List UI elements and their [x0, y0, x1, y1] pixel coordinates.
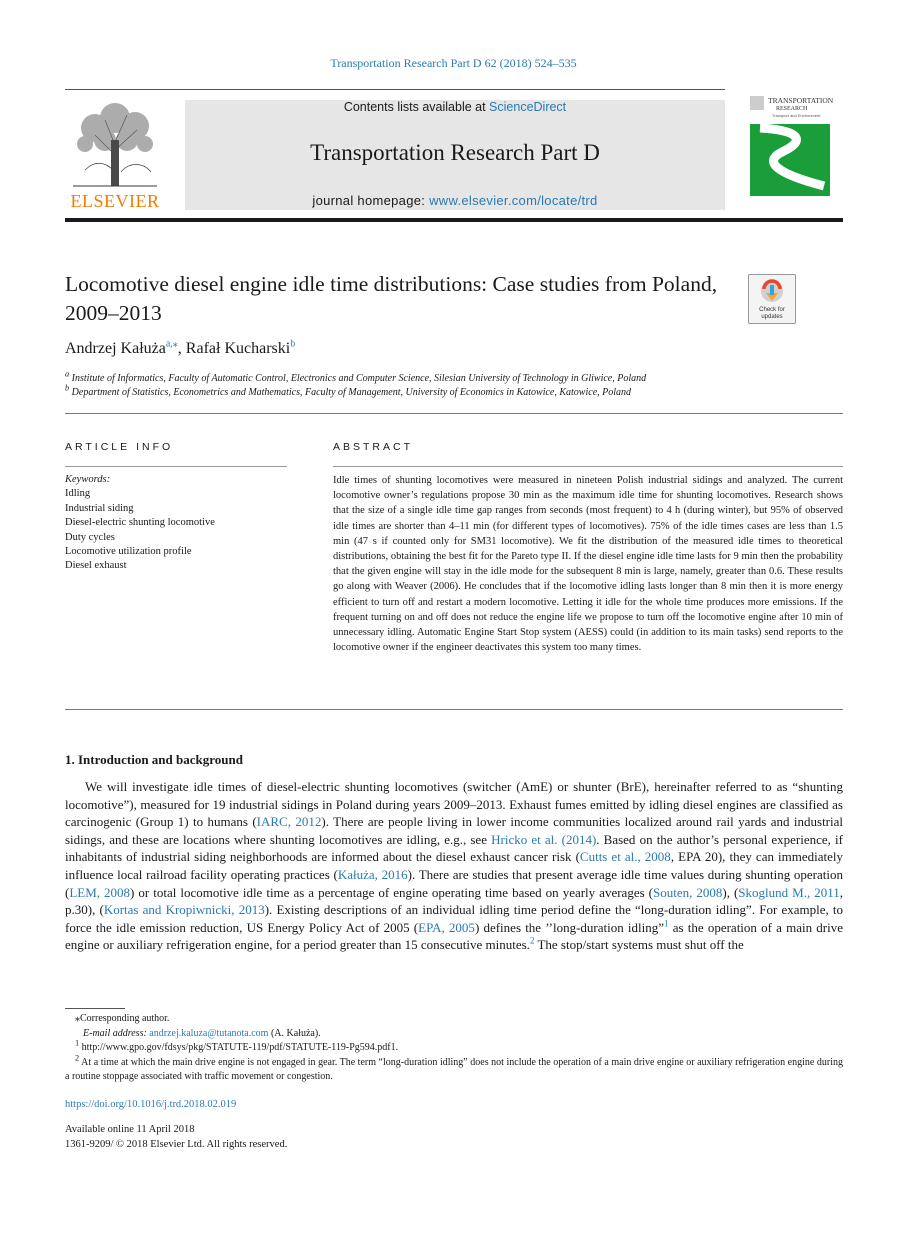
body-paragraph: [65, 778, 843, 954]
corresponding-author-note: [65, 1012, 843, 1027]
citation-link[interactable]: EPA, 2005: [418, 919, 475, 935]
elsevier-tree-icon: [65, 100, 165, 188]
text-run: ) or total locomotive idle time as a percentage of engine operating time based on yearly averages (: [130, 884, 653, 900]
citation-link[interactable]: Souten, 2008: [653, 884, 723, 900]
crossmark-label-line2: updates: [761, 314, 783, 320]
abstract-text: Idle times of shunting locomotives were measured in nineteen Polish industrial sidings and analyzed. The current locomotive owner’s regulations propose 30 min as the maximum idle time for shunting locomotives. Research shows that the size of a single idle time gap ranges from seconds (most frequent) to 4 h (during winter), but 95% of observed idle times are shorter than 4–11 min (for different types of locomotives). 75% of the idle times cases are less than 1.5 min (47 s if counted only for SM31 locomotive). We fit the distribution of the measured idle times to theoretical distributions, obtaining the best fit for the Pareto type II. If the diesel engine idle time lasts for 9 min then the probability that the given engine will stay in the idle mode for the subsequent 8 min is large, namely, greater than 0.6. These results go along with Weaver (2006). He concludes that if the locomotive idling lasts longer than 8 min then it is more energy efficient to turn off and restart a modern locomotive. Letting it idle for the whole time produces more emissions. If the frequent turning on and off does not reduce the engine life we propose to turn off the locomotive engine after 10 min of unnecessary idling. Automatic Engine Start Stop system (AESS) could (in addition to its main tasks) send reports to the locomotive owner if the engineer deactivates this system too many times.: [333, 475, 843, 654]
check-for-updates-badge[interactable]: [748, 274, 796, 324]
cover-title-line1: TRANSPORTATION: [768, 96, 834, 105]
footnote-mark: 1: [75, 1038, 80, 1048]
available-online-date: Available online 11 April 2018: [65, 1124, 195, 1135]
affiliation-a: [65, 369, 647, 384]
header-thick-rule: [65, 218, 843, 222]
text-run: ) defines the ’’long-duration idling”: [474, 919, 665, 935]
journal-homepage-line: [185, 193, 725, 208]
section-heading: 1. Introduction and background: [65, 752, 243, 767]
contents-prefix: Contents lists available at: [343, 100, 490, 114]
keyword-item: Diesel exhaust: [65, 560, 127, 572]
footnotes-block: [65, 1012, 843, 1085]
citation-link[interactable]: Kortas and Kropiwnicki, 2013: [103, 902, 265, 918]
footnote-1: [65, 1038, 843, 1056]
footnote-mark[interactable]: 1: [664, 918, 669, 929]
affiliation-text: Department of Statistics, Econometrics and Mathematics, Faculty of Management, University of Economics in Katowice, Katowice, Poland: [71, 387, 632, 398]
keyword-item: Diesel-electric shunting locomotive: [65, 517, 215, 529]
crossmark-label-line1: Check for: [759, 307, 785, 313]
sciencedirect-link[interactable]: ScienceDirect: [489, 100, 567, 114]
keyword-item: Industrial siding: [65, 502, 134, 514]
email-note: [65, 1027, 843, 1042]
copyright-line: 1361-9209/ © 2018 Elsevier Ltd. All rights reserved.: [65, 1138, 288, 1150]
affiliation-mark: a: [65, 369, 70, 379]
citation-link[interactable]: Kałuża, 2016: [337, 866, 408, 882]
footnote-text: Corresponding author.: [80, 1013, 170, 1024]
citation-link[interactable]: LEM, 2008: [69, 884, 131, 900]
author-separator: ,: [177, 340, 186, 357]
text-run: , p.30), (: [65, 884, 843, 918]
email-owner: (A. Kałuża).: [268, 1027, 321, 1039]
text-run: . Based on the author’s personal experience, if inhabitants of industrial siding neighborhoods are informed about the diesel exhaust cancer risk (: [65, 831, 843, 865]
footnote-mark[interactable]: 2: [529, 936, 535, 947]
footnote-rule: [65, 1008, 125, 1009]
section-divider: [65, 709, 843, 710]
elsevier-wordmark: ELSEVIER: [70, 191, 160, 211]
cover-title-line2: RESEARCH: [776, 106, 808, 112]
footnote-text: At a time at which the main drive engine is not engaged in gear. The term “long-duration idling” does not include the operation of a main drive engine or auxiliary refrigeration engine during a routine stoppage associated with traffic movement or congestion.: [65, 1056, 843, 1082]
homepage-prefix: journal homepage:: [312, 193, 430, 208]
header-top-rule: [65, 89, 725, 90]
text-run: The stop/start systems must shut off the: [534, 937, 744, 953]
journal-citation[interactable]: Transportation Research Part D 62 (2018) 524–535: [330, 56, 577, 70]
citation-link[interactable]: Hricko et al. (2014): [491, 831, 597, 847]
text-run: We will investigate idle times of diesel-electric shunting locomotives (switcher (AmE) or shunter (BrE), hereinafter referred to as “shunting locomotive”), measured for 19 industrial sidings in Poland during years 2009–2013. Exhaust fumes emitted by idling diesel engines are classified as carcinogenic (Group 1) to humans (: [65, 779, 843, 830]
journal-title: Transportation Research Part D: [310, 140, 600, 165]
text-run: as the operation of a main drive engine or auxiliary refrigeration engine, for a period greater than 15 consecutive minutes.: [65, 919, 843, 953]
article-info-rule: [65, 466, 287, 467]
email-label: E-mail address:: [83, 1027, 150, 1039]
footnote-mark: 2: [75, 1053, 80, 1063]
keywords-block: [65, 473, 287, 574]
affiliation-text: Institute of Informatics, Faculty of Automatic Control, Electronics and Computer Science, Silesian University of Technology in Gliwice, Poland: [71, 373, 647, 384]
text-run: ), (: [722, 884, 739, 900]
affiliation-mark: b: [65, 383, 70, 393]
footnote-mark: ⁎: [75, 1013, 80, 1024]
journal-cover-thumbnail: [748, 94, 840, 204]
citation-link[interactable]: Cutts et al., 2008: [579, 849, 671, 865]
author-list: [65, 340, 295, 358]
doi-link[interactable]: https://doi.org/10.1016/j.trd.2018.02.019: [65, 1099, 237, 1110]
author-name[interactable]: Rafał Kucharski: [185, 340, 291, 357]
text-run: ). Existing descriptions of an individual idling time period define the “long-duration idling”. For example, to force the idle emission reduction, US Energy Policy Act of 2005 (: [65, 902, 843, 935]
text-run: , EPA 20), they can immediately influence local railroad facility operating practices (: [65, 849, 844, 882]
publication-info: [65, 1123, 287, 1152]
citation-link[interactable]: Skoglund M., 2011: [738, 884, 840, 900]
author-affiliation-mark[interactable]: a,⁎: [165, 338, 178, 350]
contents-available-line: [185, 100, 725, 114]
keywords-heading: Keywords:: [65, 474, 111, 485]
keyword-item: Duty cycles: [65, 531, 115, 543]
citation-link[interactable]: IARC, 2012: [256, 814, 322, 830]
author-affiliation-mark[interactable]: b: [290, 338, 296, 350]
keyword-item: Idling: [65, 488, 91, 500]
author-name[interactable]: Andrzej Kałuża: [65, 340, 166, 357]
homepage-link[interactable]: www.elsevier.com/locate/trd: [429, 193, 598, 208]
cover-subtitle: Transport and Environment: [772, 113, 821, 118]
text-run: ). There are studies that present average idle time values during shunting operation (: [65, 866, 844, 900]
section-divider: [65, 413, 843, 414]
text-run: ). There are people living in lower income communities localized around rail yards and industrial sidings, and these are locations where shunting locomotives are idling, e.g., see: [65, 814, 844, 847]
keyword-item: Locomotive utilization profile: [65, 546, 192, 558]
abstract-heading: ABSTRACT: [333, 441, 414, 453]
footnote-2: [65, 1053, 843, 1085]
cover-emblem: [750, 96, 764, 110]
affiliation-b: [65, 383, 632, 398]
body-text: [65, 778, 843, 954]
email-link[interactable]: andrzej.kaluza@tutanota.com: [149, 1027, 269, 1039]
abstract-rule: [333, 466, 843, 467]
article-title: Locomotive diesel engine idle time distributions: Case studies from Poland, 2009–2013: [65, 272, 718, 325]
footnote-text: http://www.gpo.gov/fdsys/pkg/STATUTE-119/pdf/STATUTE-119-Pg594.pdf1.: [81, 1042, 399, 1053]
article-info-heading: ARTICLE INFO: [65, 441, 174, 453]
